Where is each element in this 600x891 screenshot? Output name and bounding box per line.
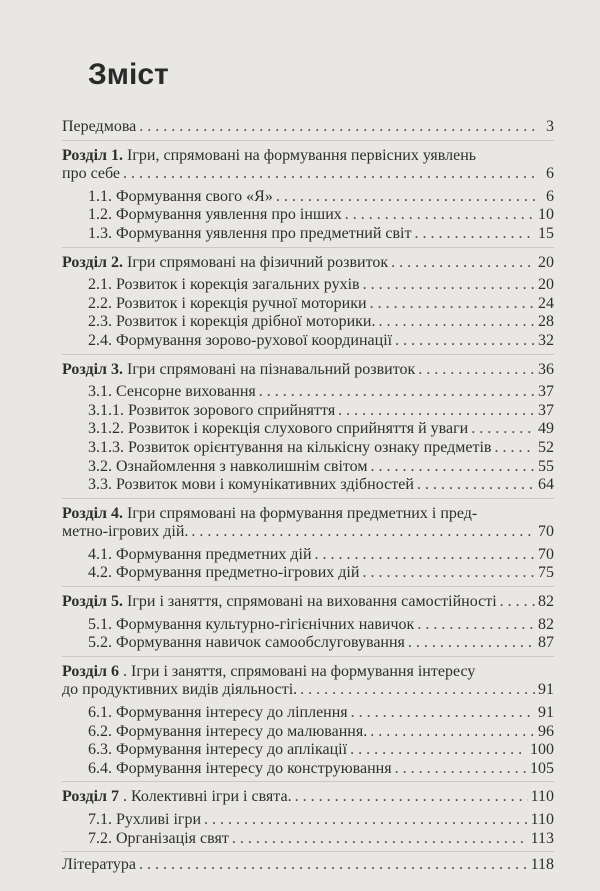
toc-subsection[interactable] bbox=[62, 830, 554, 849]
chapter-label: Розділ 1. bbox=[62, 146, 124, 164]
page-number: 49 bbox=[538, 420, 554, 438]
subsection-title: 2.1. Розвиток і корекція загальних рухів bbox=[88, 276, 360, 294]
toc-subsection[interactable] bbox=[62, 634, 554, 653]
dot-leader bbox=[417, 476, 535, 495]
toc-subsection[interactable] bbox=[62, 741, 554, 760]
chapter-label: Розділ 5. bbox=[62, 593, 124, 611]
subsection-title: 5.2. Формування навичок самообслуговування bbox=[88, 634, 405, 652]
toc-subsection[interactable] bbox=[62, 188, 554, 207]
page-number: 37 bbox=[538, 401, 554, 419]
chapter-label: Розділ 3. bbox=[62, 360, 124, 378]
toc-subsection[interactable] bbox=[62, 476, 554, 495]
dot-leader bbox=[300, 681, 535, 700]
entry-title: Література bbox=[62, 856, 136, 874]
subsection-title: 3.1.2. Розвиток і корекція слухового сприйняття й уваги bbox=[88, 420, 469, 438]
page-number: 6 bbox=[546, 187, 554, 205]
toc-subsection[interactable] bbox=[62, 383, 554, 402]
subsection-list bbox=[62, 276, 554, 350]
chapter-heading-line[interactable] bbox=[62, 788, 554, 807]
dot-leader bbox=[295, 788, 528, 807]
page-number: 105 bbox=[530, 759, 554, 777]
page-number: 110 bbox=[530, 811, 554, 828]
page-number: 55 bbox=[538, 457, 554, 475]
dot-leader bbox=[395, 760, 527, 779]
page-number: 70 bbox=[538, 523, 554, 541]
dot-leader bbox=[417, 616, 535, 635]
dot-leader bbox=[338, 402, 535, 421]
toc-subsection[interactable] bbox=[62, 439, 554, 458]
page-number: 3 bbox=[546, 118, 554, 135]
toc-chapter bbox=[62, 586, 554, 656]
dot-leader bbox=[232, 830, 528, 849]
page-number: 91 bbox=[538, 704, 554, 722]
toc-subsection[interactable] bbox=[62, 616, 554, 635]
subsection-title: 6.3. Формування інтересу до аплікації bbox=[88, 741, 348, 759]
subsection-title: 5.1. Формування культурно-гігієнічних навичок bbox=[88, 615, 415, 633]
toc-chapter bbox=[62, 247, 554, 354]
subsection-title: 2.2. Розвиток і корекція ручної моторики bbox=[88, 294, 367, 312]
toc-subsection[interactable] bbox=[62, 402, 554, 421]
dot-leader bbox=[362, 564, 535, 583]
dot-leader bbox=[204, 811, 528, 830]
chapter-heading-line[interactable] bbox=[62, 147, 554, 166]
toc-chapter bbox=[62, 656, 554, 782]
subsection-title: 6.2. Формування інтересу до малювання. bbox=[88, 722, 368, 740]
subsection-title: 1.1. Формування свого «Я» bbox=[88, 187, 273, 205]
chapter-title: до продуктивних видів діяльності. bbox=[62, 681, 298, 699]
toc-chapter bbox=[62, 498, 554, 586]
page-title: Зміст bbox=[88, 58, 169, 91]
page-number: 70 bbox=[538, 545, 554, 563]
table-of-contents bbox=[62, 118, 554, 878]
toc-subsection[interactable] bbox=[62, 546, 554, 565]
chapter-heading-line[interactable] bbox=[62, 505, 554, 524]
page-number: 82 bbox=[538, 593, 554, 611]
chapter-heading-line[interactable] bbox=[62, 523, 554, 542]
toc-subsection[interactable] bbox=[62, 420, 554, 439]
page-number: 20 bbox=[538, 253, 554, 271]
dot-leader bbox=[351, 704, 535, 723]
page-number: 91 bbox=[538, 681, 554, 699]
chapter-heading-line[interactable] bbox=[62, 663, 554, 682]
subsection-title: 3.1.3. Розвиток орієнтування на кількісну ознаку предметів bbox=[88, 438, 492, 456]
page-number: 20 bbox=[538, 276, 554, 294]
page-number: 75 bbox=[538, 564, 554, 582]
toc-subsection[interactable] bbox=[62, 723, 554, 742]
subsection-list bbox=[62, 546, 554, 583]
dot-leader bbox=[315, 546, 535, 565]
dot-leader bbox=[363, 276, 535, 295]
toc-line[interactable] bbox=[62, 118, 554, 137]
page-number: 37 bbox=[538, 383, 554, 401]
dot-leader bbox=[276, 188, 537, 207]
chapter-title: про себе bbox=[62, 165, 120, 183]
chapter-title: Ігри, спрямовані на формування первісних уявлень bbox=[127, 146, 477, 164]
chapter-label: Розділ 4. bbox=[62, 504, 124, 522]
page-number: 87 bbox=[538, 634, 554, 652]
toc-entry bbox=[62, 851, 554, 878]
chapter-title: Ігри спрямовані на формування предметних і пред- bbox=[127, 504, 478, 522]
subsection-title: 7.2. Організація свят bbox=[88, 829, 229, 847]
page-number: 10 bbox=[538, 206, 554, 224]
dot-leader bbox=[391, 254, 535, 273]
subsection-title: 2.3. Розвиток і корекція дрібної моторики. bbox=[88, 313, 376, 331]
chapter-heading-line[interactable] bbox=[62, 165, 554, 184]
dot-leader bbox=[494, 439, 535, 458]
toc-subsection[interactable] bbox=[62, 458, 554, 477]
chapter-title: метно-ігрових дій. bbox=[62, 523, 189, 541]
toc-subsection[interactable] bbox=[62, 760, 554, 779]
chapter-title: . Ігри і заняття, спрямовані на формування інтересу bbox=[123, 662, 476, 680]
page-number: 96 bbox=[538, 722, 554, 740]
subsection-title: 6.4. Формування інтересу до конструювання bbox=[88, 759, 392, 777]
subsection-title: 3.2. Ознайомлення з навколишнім світом bbox=[88, 457, 368, 475]
toc-entry bbox=[62, 118, 554, 140]
toc-subsection[interactable] bbox=[62, 295, 554, 314]
toc-subsection[interactable] bbox=[62, 704, 554, 723]
chapter-heading-line[interactable] bbox=[62, 681, 554, 700]
dot-leader bbox=[370, 723, 535, 742]
toc-subsection[interactable] bbox=[62, 313, 554, 332]
subsection-list bbox=[62, 811, 554, 848]
toc-subsection[interactable] bbox=[62, 276, 554, 295]
toc-subsection[interactable] bbox=[62, 225, 554, 244]
dot-leader bbox=[370, 295, 535, 314]
dot-leader bbox=[259, 383, 535, 402]
subsection-title: 6.1. Формування інтересу до ліплення bbox=[88, 704, 348, 722]
dot-leader bbox=[123, 165, 537, 184]
dot-leader bbox=[418, 361, 535, 380]
dot-leader bbox=[471, 420, 535, 439]
chapter-heading-line[interactable] bbox=[62, 361, 554, 380]
chapter-title: Ігри спрямовані на фізичний розвиток bbox=[127, 253, 389, 271]
toc-chapter bbox=[62, 781, 554, 851]
dot-leader bbox=[139, 118, 537, 137]
dot-leader bbox=[139, 856, 528, 875]
dot-leader bbox=[191, 523, 535, 542]
page-number: 110 bbox=[530, 788, 554, 806]
page-number: 100 bbox=[530, 741, 554, 759]
toc-subsection[interactable] bbox=[62, 811, 554, 830]
chapter-heading-line[interactable] bbox=[62, 254, 554, 273]
dot-leader bbox=[345, 206, 535, 225]
dot-leader bbox=[500, 593, 535, 612]
subsection-list bbox=[62, 616, 554, 653]
chapter-label: Розділ 7 bbox=[62, 788, 120, 806]
dot-leader bbox=[378, 313, 535, 332]
page-number: 36 bbox=[538, 360, 554, 378]
page-number: 64 bbox=[538, 476, 554, 494]
subsection-list bbox=[62, 383, 554, 495]
chapter-label: Розділ 6 bbox=[62, 662, 120, 680]
chapter-label: Розділ 2. bbox=[62, 253, 124, 271]
toc-subsection[interactable] bbox=[62, 206, 554, 225]
dot-leader bbox=[350, 741, 527, 760]
subsection-title: 4.1. Формування предметних дій bbox=[88, 545, 312, 563]
toc-chapter bbox=[62, 354, 554, 498]
subsection-title: 3.3. Розвиток мови і комунікативних здібностей bbox=[88, 476, 414, 494]
entry-title: Передмова bbox=[62, 118, 137, 135]
page-number: 6 bbox=[546, 165, 554, 183]
page-number: 52 bbox=[538, 438, 554, 456]
dot-leader bbox=[414, 225, 535, 244]
toc-chapter bbox=[62, 140, 554, 247]
dot-leader bbox=[395, 332, 535, 351]
page-number: 15 bbox=[538, 224, 554, 242]
chapter-heading-line[interactable] bbox=[62, 593, 554, 612]
page-number: 82 bbox=[538, 615, 554, 633]
subsection-list bbox=[62, 188, 554, 244]
chapter-title: Ігри спрямовані на пізнавальний розвиток bbox=[127, 360, 416, 378]
toc-subsection[interactable] bbox=[62, 332, 554, 351]
subsection-list bbox=[62, 704, 554, 778]
dot-leader bbox=[370, 458, 535, 477]
page-number: 113 bbox=[530, 829, 554, 847]
page-number: 24 bbox=[538, 294, 554, 312]
subsection-title: 3.1. Сенсорне виховання bbox=[88, 383, 256, 401]
subsection-title: 7.1. Рухливі ігри bbox=[88, 811, 202, 828]
page-number: 32 bbox=[538, 331, 554, 349]
subsection-title: 2.4. Формування зорово-рухової координації bbox=[88, 331, 393, 349]
subsection-title: 3.1.1. Розвиток зорового сприйняття bbox=[88, 401, 336, 419]
toc-line[interactable] bbox=[62, 856, 554, 875]
chapter-title: Ігри і заняття, спрямовані на виховання самостійності bbox=[127, 593, 497, 611]
subsection-title: 1.3. Формування уявлення про предметний світ bbox=[88, 224, 412, 242]
toc-subsection[interactable] bbox=[62, 564, 554, 583]
subsection-title: 4.2. Формування предметно-ігрових дій bbox=[88, 564, 360, 582]
page-number: 28 bbox=[538, 313, 554, 331]
page-number: 118 bbox=[530, 856, 554, 874]
subsection-title: 1.2. Формування уявлення про інших bbox=[88, 206, 342, 224]
chapter-title: . Колективні ігри і свята. bbox=[123, 788, 292, 806]
dot-leader bbox=[408, 634, 535, 653]
